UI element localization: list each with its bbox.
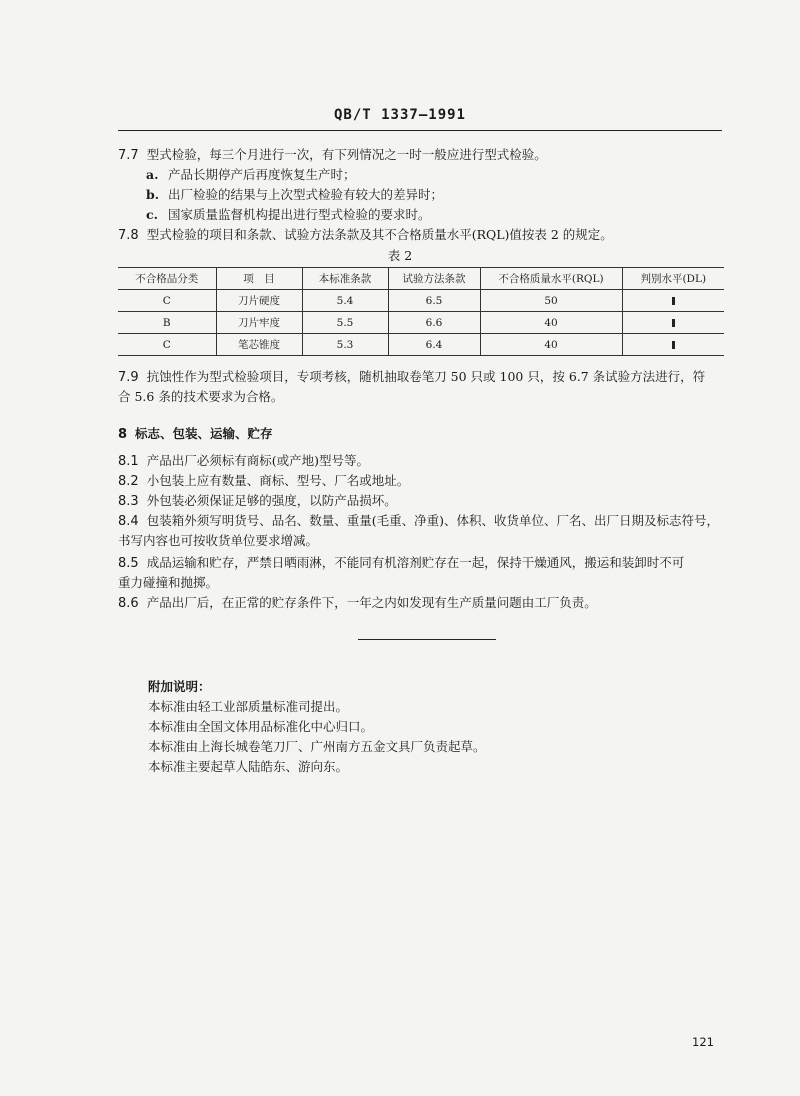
clause-text: 型式检验的项目和条款、试验方法条款及其不合格质量水平(RQL)值按表 2 的规定。 bbox=[146, 227, 613, 242]
table-cell: 刀片牢度 bbox=[216, 312, 302, 334]
list-item-letter: c. bbox=[146, 207, 158, 222]
table-cell: 5.5 bbox=[302, 312, 388, 334]
column-header: 判别水平(DL) bbox=[622, 268, 724, 290]
clause-number: 8.3 bbox=[118, 494, 139, 509]
table-cell: 6.6 bbox=[388, 312, 480, 334]
section-8-heading bbox=[118, 424, 273, 442]
clause-text: 包装箱外须写明货号、品名、数量、重量(毛重、净重)、体积、收货单位、厂名、出厂日期及标志符号， bbox=[146, 513, 719, 528]
clause-8-5 bbox=[118, 554, 684, 573]
table-cell: 5.3 bbox=[302, 334, 388, 356]
additional-note-line: 本标准主要起草人陆皓东、游向东。 bbox=[148, 759, 349, 774]
clause-number: 8.4 bbox=[118, 514, 139, 529]
table-cell: 50 bbox=[480, 290, 622, 312]
column-header: 试验方法条款 bbox=[388, 268, 480, 290]
list-item-text: 出厂检验的结果与上次型式检验有较大的差异时； bbox=[168, 187, 444, 202]
dl-level-mark bbox=[672, 297, 675, 305]
clause-7-9-continuation: 合 5.6 条的技术要求为合格。 bbox=[118, 389, 284, 404]
end-rule bbox=[358, 639, 496, 640]
clause-number: 7.8 bbox=[118, 228, 139, 243]
dl-level-mark bbox=[672, 341, 675, 349]
inspection-table bbox=[118, 267, 724, 356]
standard-number-header: QB/T 1337—1991 bbox=[333, 107, 466, 123]
clause-8-5-continuation: 重力碰撞和抛掷。 bbox=[118, 575, 219, 590]
table-row bbox=[118, 312, 724, 334]
clause-number: 8.5 bbox=[118, 556, 139, 571]
clause-number: 7.7 bbox=[118, 148, 139, 163]
table-cell: 6.5 bbox=[388, 290, 480, 312]
clause-text: 外包装必须保证足够的强度，以防产品损坏。 bbox=[146, 493, 397, 508]
column-header: 本标准条款 bbox=[302, 268, 388, 290]
table-cell: B bbox=[118, 312, 216, 334]
dl-level-mark bbox=[672, 319, 675, 327]
clause-7-7 bbox=[118, 146, 547, 165]
clause-number: 8.6 bbox=[118, 596, 139, 611]
header-rule bbox=[118, 130, 722, 131]
page-number: 121 bbox=[692, 1035, 714, 1049]
additional-note-line: 本标准由全国文体用品标准化中心归口。 bbox=[148, 719, 374, 734]
table-cell: 5.4 bbox=[302, 290, 388, 312]
clause-text: 型式检验，每三个月进行一次，有下列情况之一时一般应进行型式检验。 bbox=[146, 147, 547, 162]
table-cell: 6.4 bbox=[388, 334, 480, 356]
section-title: 标志、包装、运输、贮存 bbox=[135, 426, 273, 441]
table-cell bbox=[622, 334, 724, 356]
table-header-row bbox=[118, 268, 724, 290]
table-row bbox=[118, 290, 724, 312]
list-item bbox=[146, 166, 356, 184]
clause-text: 成品运输和贮存，严禁日晒雨淋，不能同有机溶剂贮存在一起，保持干燥通风，搬运和装卸时不可 bbox=[146, 555, 685, 570]
table-cell bbox=[622, 312, 724, 334]
clause-text: 产品出厂后，在正常的贮存条件下，一年之内如发现有生产质量问题由工厂负责。 bbox=[146, 595, 597, 610]
list-item bbox=[146, 186, 443, 204]
list-item-letter: b. bbox=[146, 187, 160, 202]
clause-7-9 bbox=[118, 368, 705, 387]
table-row bbox=[118, 334, 724, 356]
additional-note-line: 本标准由轻工业部质量标准司提出。 bbox=[148, 699, 349, 714]
clause-text: 产品出厂必须标有商标(或产地)型号等。 bbox=[146, 453, 369, 468]
table-cell: 刀片硬度 bbox=[216, 290, 302, 312]
list-item bbox=[146, 206, 431, 224]
table-cell: C bbox=[118, 334, 216, 356]
clause-8-1 bbox=[118, 452, 369, 471]
list-item-text: 产品长期停产后再度恢复生产时； bbox=[168, 167, 356, 182]
section-number: 8 bbox=[118, 427, 128, 442]
list-item-text: 国家质量监督机构提出进行型式检验的要求时。 bbox=[168, 207, 431, 222]
table-cell: C bbox=[118, 290, 216, 312]
clause-number: 8.1 bbox=[118, 454, 139, 469]
additional-note-line: 本标准由上海长城卷笔刀厂、广州南方五金文具厂负责起草。 bbox=[148, 739, 486, 754]
column-header: 不合格质量水平(RQL) bbox=[480, 268, 622, 290]
clause-text: 小包装上应有数量、商标、型号、厂名或地址。 bbox=[146, 473, 410, 488]
table-caption: 表 2 bbox=[387, 248, 413, 263]
clause-7-8 bbox=[118, 226, 613, 245]
column-header: 项 目 bbox=[216, 268, 302, 290]
table-cell: 40 bbox=[480, 334, 622, 356]
column-header: 不合格品分类 bbox=[118, 268, 216, 290]
clause-8-4-continuation: 书写内容也可按收货单位要求增减。 bbox=[118, 533, 319, 548]
clause-number: 7.9 bbox=[118, 370, 139, 385]
clause-8-6 bbox=[118, 594, 597, 613]
clause-8-2 bbox=[118, 472, 409, 491]
table-cell bbox=[622, 290, 724, 312]
additional-notes-title: 附加说明： bbox=[148, 679, 211, 694]
table-cell: 40 bbox=[480, 312, 622, 334]
clause-8-4 bbox=[118, 512, 719, 531]
clause-8-3 bbox=[118, 492, 397, 511]
list-item-letter: a. bbox=[146, 167, 159, 182]
table-cell: 笔芯锥度 bbox=[216, 334, 302, 356]
clause-number: 8.2 bbox=[118, 474, 139, 489]
clause-text: 抗蚀性作为型式检验项目，专项考核，随机抽取卷笔刀 50 只或 100 只，按 6.7 条试验方法进行，符 bbox=[146, 369, 706, 384]
